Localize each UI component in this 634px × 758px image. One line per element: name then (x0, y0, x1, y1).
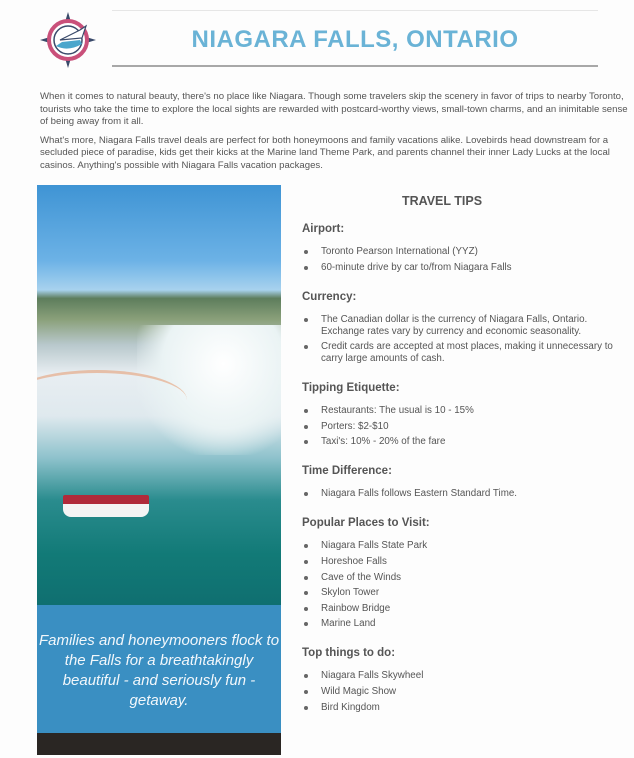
tips-section-heading: Tipping Etiquette: (302, 382, 400, 395)
list-item: Credit cards are accepted at most places, making it unnecessary to carry large amounts of cash. (302, 341, 622, 365)
travel-tips-title: TRAVEL TIPS (401, 194, 483, 208)
cruise-ship-compass-logo-icon (40, 12, 96, 68)
list-item: Cave of the Winds (302, 572, 622, 584)
tips-list (302, 540, 622, 630)
tips-list (302, 246, 622, 274)
tour-boat (63, 495, 149, 517)
tips-section-heading: Time Difference: (302, 465, 392, 478)
tips-list (302, 488, 622, 500)
list-item: The Canadian dollar is the currency of Niagara Falls, Ontario. Exchange rates vary by currency and economic seasonality. (302, 314, 622, 338)
list-item: Toronto Pearson International (YYZ) (302, 246, 622, 258)
tips-section-heading: Popular Places to Visit: (302, 517, 430, 530)
intro-text (40, 91, 630, 178)
intro-paragraph: What's more, Niagara Falls travel deals are perfect for both honeymoons and family vacations alike. Lovebirds head downstream for a secluded piece of paradise, kids get their kicks at the Marine land Theme Park, and parents channel their inner Lady Lucks at the local casinos. Anything's possible with Niagara Falls vacation packages. (40, 134, 610, 171)
list-item: 60-minute drive by car to/from Niagara Falls (302, 262, 622, 274)
travel-tips (302, 194, 622, 731)
list-item: Skylon Tower (302, 587, 622, 599)
tips-list (302, 670, 622, 713)
list-item: Bird Kingdom (302, 702, 622, 714)
list-item: Porters: $2-$10 (302, 421, 622, 433)
title-divider (112, 65, 598, 67)
intro-paragraph: When it comes to natural beauty, there's no place like Niagara. Though some travelers skip the scenery in favor of trips to nearby Toronto, tourists who take the time to explore the local sights are rewarded with postcard-worthy views, small-town charms, and an inimitable sense of being away from it all. (40, 91, 628, 127)
tips-section-heading: Currency: (302, 290, 357, 303)
list-item: Wild Magic Show (302, 686, 622, 698)
niagara-falls-photo (37, 185, 281, 605)
list-item: Restaurants: The usual is 10 - 15% (302, 405, 622, 417)
dark-strip (37, 733, 281, 755)
tips-list (302, 314, 622, 366)
tips-section-heading: Airport: (302, 223, 345, 235)
tips-list (302, 405, 622, 448)
list-item: Horeshoe Falls (302, 556, 622, 568)
top-divider (112, 10, 598, 11)
list-item: Niagara Falls Skywheel (302, 670, 622, 682)
list-item: Marine Land (302, 618, 622, 630)
photo-caption: Families and honeymooners flock to the Falls for a breathtakingly beautiful - and seriously fun - getaway. (37, 605, 281, 733)
list-item: Niagara Falls State Park (302, 540, 622, 552)
page-title: NIAGARA FALLS, ONTARIO (191, 26, 519, 53)
list-item: Taxi's: 10% - 20% of the fare (302, 436, 622, 448)
list-item: Niagara Falls follows Eastern Standard Time. (302, 488, 622, 500)
list-item: Rainbow Bridge (302, 603, 622, 615)
tips-section-heading: Top things to do: (302, 647, 396, 660)
